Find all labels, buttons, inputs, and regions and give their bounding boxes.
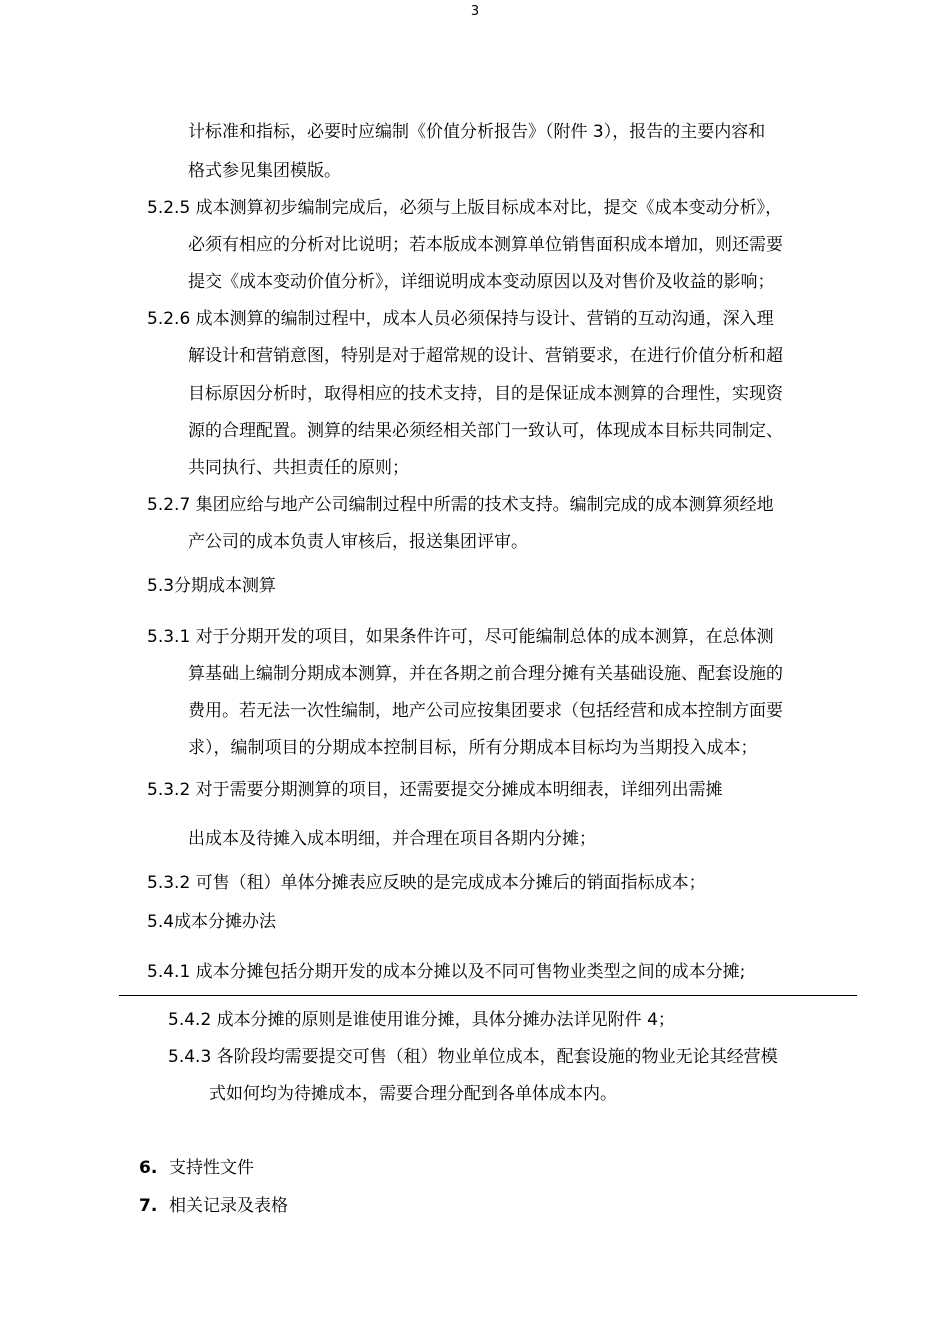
- para-text: 可售（租）单体分摊表应反映的是完成成本分摊后的销面指标成本；: [195, 873, 706, 893]
- para-5-4-2-line-1: [168, 1008, 675, 1032]
- para-5-2-4-line-2: 格式参见集团模版。: [188, 161, 341, 181]
- para-5-4-3-line-2: 式如何均为待摊成本，需要合理分配到各单体成本内。: [209, 1084, 617, 1104]
- para-5-2-6-line-1: [147, 307, 774, 331]
- section-number: 5.3: [147, 576, 175, 596]
- para-5-4-3-line-1: [168, 1045, 778, 1069]
- para-text: 成本分摊包括分期开发的成本分摊以及不同可售物业类型之间的成本分摊;: [195, 962, 746, 982]
- para-5-2-6-line-2: 解设计和营销意图，特别是对于超常规的设计、营销要求，在进行价值分析和超: [188, 346, 783, 366]
- section-7-heading: [139, 1194, 288, 1218]
- para-text: 集团应给与地产公司编制过程中所需的技术支持。编制完成的成本测算须经地: [195, 495, 774, 515]
- para-5-2-7-line-2: 产公司的成本负责人审核后，报送集团评审。: [188, 532, 528, 552]
- para-5-2-7-line-1: [147, 493, 774, 517]
- para-5-2-5-line-1: [147, 196, 782, 220]
- para-5-3-1-line-3: 费用。若无法一次性编制，地产公司应按集团要求（包括经营和成本控制方面要: [188, 701, 783, 721]
- para-5-2-5-line-2: 必须有相应的分析对比说明；若本版成本测算单位销售面积成本增加，则还需要: [188, 235, 783, 255]
- para-5-2-6-line-3: 目标原因分析时，取得相应的技术支持，目的是保证成本测算的合理性，实现资: [188, 384, 783, 404]
- clause-number: 5.3.1: [147, 627, 191, 647]
- page-number: 3: [470, 4, 480, 19]
- para-text: 成本测算初步编制完成后，必须与上版目标成本对比，提交《成本变动分析》，: [195, 198, 783, 218]
- para-5-2-6-line-4: 源的合理配置。测算的结果必须经相关部门一致认可，体现成本目标共同制定、: [188, 421, 783, 441]
- section-5-4-heading: [147, 910, 276, 934]
- section-title: 相关记录及表格: [169, 1196, 288, 1216]
- clause-number: 5.4.2: [168, 1010, 212, 1030]
- para-5-2-5-line-3: 提交《成本变动价值分析》，详细说明成本变动原因以及对售价及收益的影响；: [188, 272, 775, 292]
- para-5-2-6-line-5: 共同执行、共担责任的原则；: [188, 458, 409, 478]
- para-5-3-2b-line-1: [147, 871, 706, 895]
- para-text: 对于需要分期测算的项目，还需要提交分摊成本明细表，详细列出需摊: [195, 780, 723, 800]
- section-5-3-heading: [147, 574, 276, 598]
- para-5-3-1-line-1: [147, 625, 774, 649]
- para-5-3-2a-line-2: 出成本及待摊入成本明细，并合理在项目各期内分摊；: [188, 829, 596, 849]
- para-text: 成本测算的编制过程中，成本人员必须保持与设计、营销的互动沟通，深入理: [195, 309, 774, 329]
- clause-number: 5.4.3: [168, 1047, 212, 1067]
- section-number: 6.: [139, 1158, 158, 1178]
- para-5-3-1-line-4: 求），编制项目的分期成本控制目标，所有分期成本目标均为当期投入成本；: [188, 738, 758, 758]
- clause-number: 5.2.7: [147, 495, 191, 515]
- section-title: 成本分摊办法: [174, 912, 277, 932]
- clause-number: 5.2.6: [147, 309, 191, 329]
- para-text: 各阶段均需要提交可售（租）物业单位成本，配套设施的物业无论其经营模: [216, 1047, 778, 1067]
- clause-number: 5.2.5: [147, 198, 191, 218]
- clause-number: 5.4.1: [147, 962, 191, 982]
- section-number: 5.4: [147, 912, 175, 932]
- para-5-3-1-line-2: 算基础上编制分期成本测算，并在各期之前合理分摊有关基础设施、配套设施的: [188, 664, 783, 684]
- clause-number: 5.3.2: [147, 780, 191, 800]
- para-text: 成本分摊的原则是谁使用谁分摊，具体分摊办法详见附件 4；: [216, 1010, 675, 1030]
- para-text: 对于分期开发的项目，如果条件许可，尽可能编制总体的成本测算，在总体测: [195, 627, 774, 647]
- section-title: 分期成本测算: [174, 576, 277, 596]
- clause-number: 5.3.2: [147, 873, 191, 893]
- para-5-4-1-line-1: [147, 960, 745, 984]
- para-5-3-2a-line-1: [147, 778, 723, 802]
- section-number: 7.: [139, 1196, 158, 1216]
- para-5-2-4-line-1: 计标准和指标，必要时应编制《价值分析报告》（附件 3），报告的主要内容和: [188, 122, 766, 142]
- section-6-heading: [139, 1156, 254, 1180]
- horizontal-divider: [119, 995, 857, 996]
- section-title: 支持性文件: [169, 1158, 254, 1178]
